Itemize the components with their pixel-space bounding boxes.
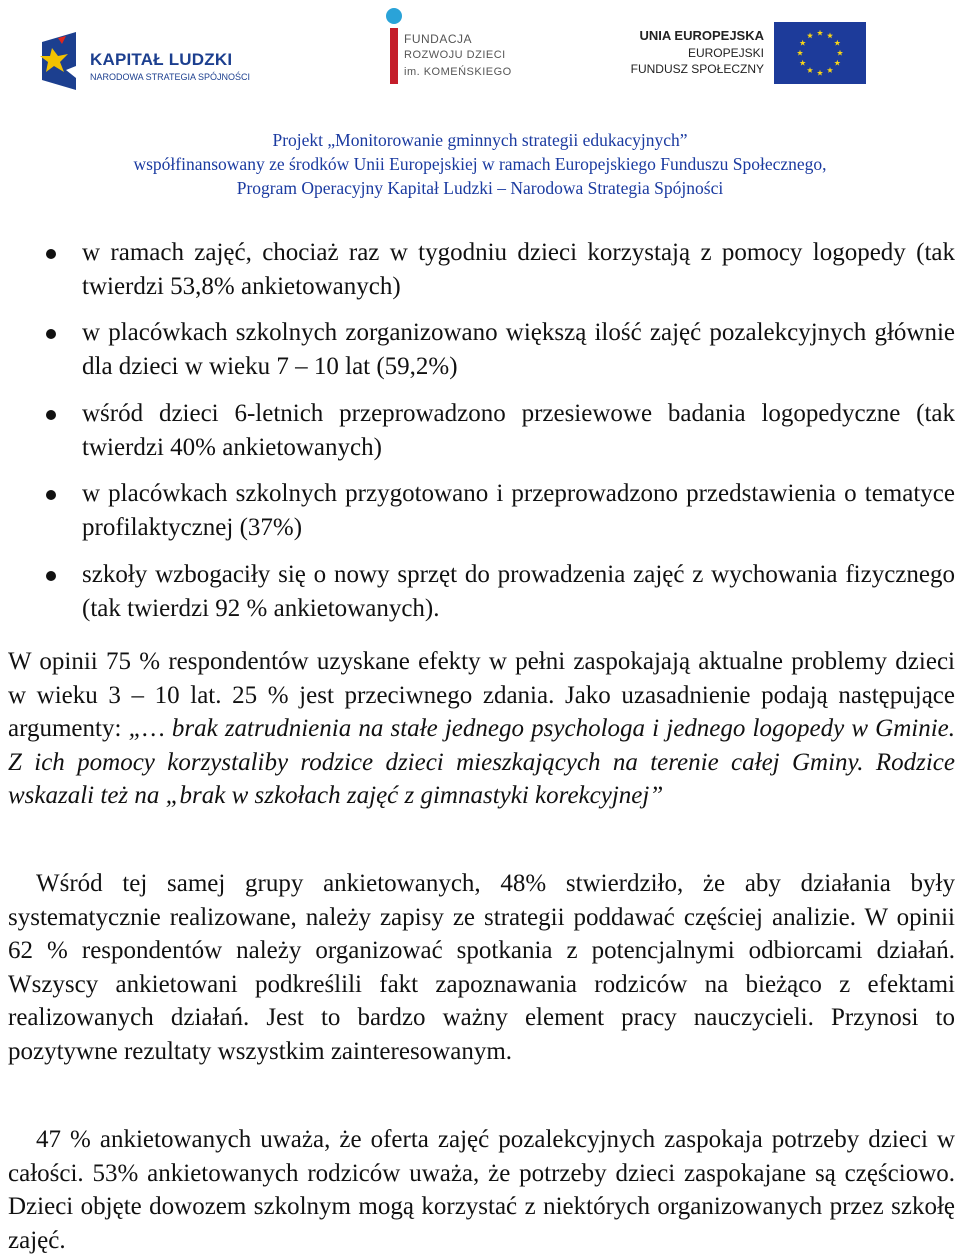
project-program-line: Program Operacyjny Kapitał Ludzki – Narodowa Strategia Spójności (236, 178, 724, 198)
kapital-ludzki-emblem-icon (36, 30, 86, 96)
paragraph-strategy (8, 867, 955, 1069)
project-funding-line: współfinansowany ze środków Unii Europejskiej w ramach Europejskiego Funduszu Społecznego, (133, 154, 827, 174)
eu-star-icon (817, 30, 823, 36)
bullet-icon (46, 329, 56, 339)
eu-star-icon (834, 60, 840, 66)
list-item-text: w ramach zajęć, chociaż raz w tygodniu dzieci korzystają z pomocy logopedy (tak twierdzi 53,8% ankietowanych) (82, 239, 955, 300)
paragraph-offer-text: 47 % ankietowanych uważa, że oferta zajęć pozalekcyjnych zaspokaja potrzeby dzieci w całości. 53% ankietowanych rodziców uważa, że potrzeby dzieci zaspokajane są częściowo. Dzieci objęte dowozem szkolnym mogą korzystać z niektórych organizowanych przez szkołę zajęć. (8, 1126, 955, 1254)
paragraph-offer (8, 1123, 955, 1257)
fundacja-line3: im. KOMEŃSKIEGO (404, 66, 512, 78)
eu-star-icon (837, 50, 843, 56)
bullet-icon (46, 249, 56, 259)
eu-line3: FUNDUSZ SPOŁECZNY (630, 62, 764, 76)
eu-line2: EUROPEJSKI (687, 46, 764, 60)
eu-star-icon (827, 67, 833, 73)
kapital-ludzki-logo (36, 30, 251, 100)
list-item-text: w placówkach szkolnych przygotowano i przeprowadzono przedstawienia o tematyce profilaktycznej (37%) (82, 480, 955, 542)
fundacja-line1: FUNDACJA (404, 32, 473, 46)
eu-star-icon (800, 60, 806, 66)
paragraph-opinions-text: W opinii 75 % respondentów uzyskane efekty w pełni zaspokajają aktualne problemy dzieci w wieku 3 – 10 lat. 25 % jest przeciwnego zdania. Jako uzasadnienie podają następujące argumenty: (8, 648, 955, 743)
bullet-icon (46, 571, 56, 581)
list-item-text: wśród dzieci 6-letnich przeprowadzono przesiewowe badania logopedyczne (tak twierdzi 40% ankietowanych) (82, 399, 955, 461)
eu-flag-icon (774, 22, 866, 84)
paragraph-opinions-quote: „… brak zatrudnienia na stałe jednego psychologa i jednego logopedy w Gminie. Z ich pomocy korzystaliby rodzice dzieci mieszkających na terenie całej Gminy. Rodzice wskazali też na „brak w szkołach zajęć z gimnastyki korekcyjnej” (8, 715, 955, 810)
list-item (0, 477, 960, 544)
eu-line1: UNIA EUROPEJSKA (639, 28, 764, 43)
paragraph-strategy-text: Wśród tej samej grupy ankietowanych, 48% stwierdziło, że aby działania były systematycznie realizowane, należy zapisy ze strategii poddawać częściej analizie. W opinii 62 % respondentów należy organizować spotkania z potencjalnymi odbiorcami działań. Wszyscy ankietowani podkreślili fakt zapoznawania rodziców na bieżąco z efektami realizowanych działań. Jest to bardzo ważny element pracy nauczycieli. Przynosi to pozytywne rezultaty wszystkim zainteresowanym. (8, 870, 955, 1065)
list-item (0, 316, 960, 383)
project-title: Projekt „Monitorowanie gminnych strategii edukacyjnych” (272, 130, 688, 150)
bullet-icon (46, 410, 56, 420)
eu-star-icon (827, 32, 833, 38)
eu-star-icon (817, 70, 823, 76)
kapital-ludzki-subtitle: NARODOWA STRATEGIA SPÓJNOŚCI (90, 72, 251, 82)
paragraph-opinions (8, 645, 955, 813)
eu-logo (630, 22, 866, 84)
eu-star-icon (834, 40, 840, 46)
eu-star-icon (807, 67, 813, 73)
fundacja-line2: ROZWOJU DZIECI (404, 49, 506, 61)
list-item-text: szkoły wzbogaciły się o nowy sprzęt do prowadzenia zajęć z wychowania fizycznego (tak twierdzi 92 % ankietowanych). (82, 560, 955, 622)
list-item (0, 397, 960, 464)
fundacja-logo (384, 6, 512, 88)
list-item (0, 558, 960, 625)
eu-star-icon (807, 32, 813, 38)
list-item-text: w placówkach szkolnych zorganizowano większą ilość zajęć pozalekcyjnych głównie dla dzieci w wieku 7 – 10 lat (59,2%) (82, 319, 955, 381)
kapital-ludzki-title: KAPITAŁ LUDZKI (90, 50, 233, 69)
fundacja-figure-icon (384, 6, 404, 88)
findings-list (0, 236, 960, 638)
eu-star-icon (800, 40, 806, 46)
list-item (0, 236, 960, 303)
eu-star-icon (797, 50, 803, 56)
bullet-icon (46, 490, 56, 500)
